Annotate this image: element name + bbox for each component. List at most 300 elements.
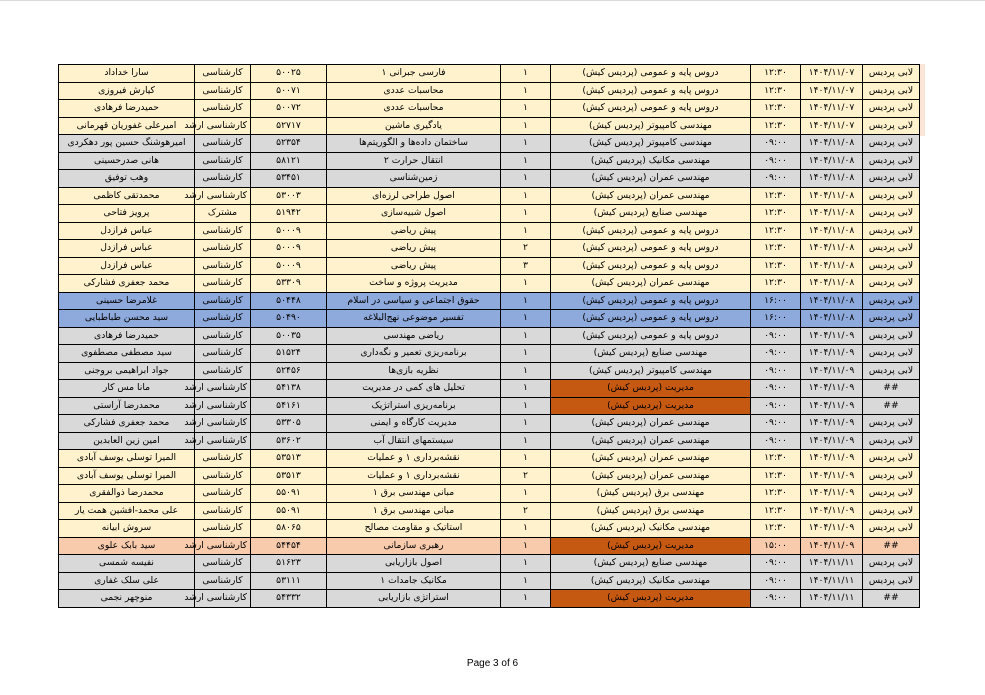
cell-code: ۵۱۶۲۳ <box>251 555 327 573</box>
cell-teacher: مانا مس کار <box>59 380 195 398</box>
cell-time: ۰۹:۰۰ <box>751 397 801 415</box>
cell-grp: ۱ <box>501 82 551 100</box>
cell-loc: لابی پردیس <box>863 520 920 538</box>
cell-code: ۵۳۴۵۱ <box>251 170 327 188</box>
cell-faculty: مدیریت (پردیس کیش) <box>551 397 751 415</box>
cell-course: استراتژی بازاریابی <box>327 590 501 608</box>
table-row <box>59 537 920 555</box>
cell-time: ۱۵:۰۰ <box>751 537 801 555</box>
cell-loc: لابی پردیس <box>863 310 920 328</box>
cell-grp: ۱ <box>501 415 551 433</box>
cell-code: ۵۸۰۶۵ <box>251 520 327 538</box>
cell-faculty: مدیریت (پردیس کیش) <box>551 590 751 608</box>
cell-date: ۱۴۰۴/۱۱/۰۹ <box>801 520 863 538</box>
cell-grp: ۱ <box>501 572 551 590</box>
cell-code: ۵۳۳۰۵ <box>251 415 327 433</box>
cell-date: ۱۴۰۴/۱۱/۰۷ <box>801 82 863 100</box>
cell-grp: ۱ <box>501 380 551 398</box>
cell-code: ۵۳۱۱۱ <box>251 572 327 590</box>
cell-loc: لابی پردیس <box>863 117 920 135</box>
cell-teacher: امین زین العابدین <box>59 432 195 450</box>
cell-teacher: سروش ابیانه <box>59 520 195 538</box>
cell-code: ۵۰۰۷۱ <box>251 82 327 100</box>
cell-code: ۵۳۶۰۲ <box>251 432 327 450</box>
cell-course: نقشه‌برداری ۱ و عملیات <box>327 467 501 485</box>
table-row <box>59 380 920 398</box>
cell-level: کارشناسی <box>195 82 251 100</box>
cell-teacher: عباس فرازدل <box>59 257 195 275</box>
cell-level: کارشناسی <box>195 170 251 188</box>
cell-loc: لابی پردیس <box>863 467 920 485</box>
cell-date: ۱۴۰۴/۱۱/۰۸ <box>801 205 863 223</box>
cell-grp: ۱ <box>501 117 551 135</box>
cell-faculty: مهندسی برق (پردیس کیش) <box>551 502 751 520</box>
cell-grp: ۱ <box>501 345 551 363</box>
cell-course: مدیریت کارگاه و ایمنی <box>327 415 501 433</box>
cell-date: ۱۴۰۴/۱۱/۰۷ <box>801 117 863 135</box>
cell-faculty: مهندسی صنایع (پردیس کیش) <box>551 205 751 223</box>
cell-faculty: دروس پایه و عمومی (پردیس کیش) <box>551 292 751 310</box>
cell-grp: ۱ <box>501 135 551 153</box>
cell-course: ریاضی مهندسی <box>327 327 501 345</box>
cell-course: مبانی مهندسی برق ۱ <box>327 485 501 503</box>
cell-loc: لابی پردیس <box>863 345 920 363</box>
cell-teacher: سید بابک علوی <box>59 537 195 555</box>
table-row <box>59 590 920 608</box>
cell-code: ۵۵۰۹۱ <box>251 502 327 520</box>
cell-course: مکانیک جامدات ۱ <box>327 572 501 590</box>
cell-grp: ۱ <box>501 590 551 608</box>
cell-date: ۱۴۰۴/۱۱/۰۹ <box>801 467 863 485</box>
cell-loc: لابی پردیس <box>863 572 920 590</box>
cell-grp: ۱ <box>501 170 551 188</box>
cell-faculty: مهندسی عمران (پردیس کیش) <box>551 187 751 205</box>
cell-time: ۰۹:۰۰ <box>751 380 801 398</box>
cell-faculty: دروس پایه و عمومی (پردیس کیش) <box>551 100 751 118</box>
cell-code: ۵۲۴۵۶ <box>251 362 327 380</box>
cell-date: ۱۴۰۴/۱۱/۰۸ <box>801 187 863 205</box>
cell-grp: ۱ <box>501 397 551 415</box>
cell-level: کارشناسی <box>195 100 251 118</box>
cell-time: ۱۲:۳۰ <box>751 82 801 100</box>
table-row <box>59 82 920 100</box>
table-row <box>59 327 920 345</box>
table-row <box>59 362 920 380</box>
table-row <box>59 275 920 293</box>
cell-teacher: کیارش فیروزی <box>59 82 195 100</box>
table-row <box>59 345 920 363</box>
table-row <box>59 415 920 433</box>
table-row <box>59 240 920 258</box>
cell-course: اصول طراحی لرزه‌ای <box>327 187 501 205</box>
cell-teacher: علی سلک غفاری <box>59 572 195 590</box>
cell-grp: ۱ <box>501 292 551 310</box>
cell-course: رهبری سازمانی <box>327 537 501 555</box>
cell-course: محاسبات عددی <box>327 82 501 100</box>
cell-teacher: حمیدرضا فرهادی <box>59 100 195 118</box>
cell-date: ۱۴۰۴/۱۱/۰۸ <box>801 135 863 153</box>
cell-level: کارشناسی <box>195 65 251 83</box>
cell-faculty: مهندسی کامپیوتر (پردیس کیش) <box>551 135 751 153</box>
cell-date: ۱۴۰۴/۱۱/۰۹ <box>801 380 863 398</box>
table-row <box>59 187 920 205</box>
cell-time: ۱۲:۳۰ <box>751 257 801 275</box>
table-row <box>59 117 920 135</box>
cell-loc: لابی پردیس <box>863 275 920 293</box>
cell-level: کارشناسی <box>195 152 251 170</box>
cell-level: کارشناسی ارشد <box>195 537 251 555</box>
cell-date: ۱۴۰۴/۱۱/۰۹ <box>801 397 863 415</box>
cell-course: تحلیل های کمی در مدیریت <box>327 380 501 398</box>
cell-code: ۵۲۷۱۷ <box>251 117 327 135</box>
cell-teacher: وهب توفیق <box>59 170 195 188</box>
cell-code: ۵۰۰۷۲ <box>251 100 327 118</box>
cell-grp: ۱ <box>501 205 551 223</box>
cell-grp: ۱ <box>501 327 551 345</box>
cell-grp: ۲ <box>501 502 551 520</box>
cell-teacher: پرویز فتاحی <box>59 205 195 223</box>
cell-code: ۵۰۰۳۵ <box>251 327 327 345</box>
cell-course: زمین‌شناسی <box>327 170 501 188</box>
cell-level: کارشناسی <box>195 520 251 538</box>
cell-level: کارشناسی <box>195 502 251 520</box>
cell-code: ۵۰۰۰۹ <box>251 257 327 275</box>
cell-faculty: مهندسی عمران (پردیس کیش) <box>551 415 751 433</box>
cell-level: کارشناسی ارشد <box>195 380 251 398</box>
cell-code: ۵۱۵۲۴ <box>251 345 327 363</box>
cell-time: ۱۲:۳۰ <box>751 450 801 468</box>
cell-course: نقشه‌برداری ۱ و عملیات <box>327 450 501 468</box>
cell-teacher: سید مصطفی مصطفوی <box>59 345 195 363</box>
cell-loc: لابی پردیس <box>863 432 920 450</box>
cell-time: ۰۹:۰۰ <box>751 170 801 188</box>
cell-level: کارشناسی <box>195 240 251 258</box>
cell-teacher: سید محسن طباطبایی <box>59 310 195 328</box>
cell-date: ۱۴۰۴/۱۱/۰۷ <box>801 65 863 83</box>
table-row <box>59 397 920 415</box>
cell-date: ۱۴۰۴/۱۱/۱۱ <box>801 590 863 608</box>
cell-date: ۱۴۰۴/۱۱/۰۹ <box>801 485 863 503</box>
table-row <box>59 310 920 328</box>
cell-teacher: سارا خداداد <box>59 65 195 83</box>
cell-code: ۵۰۰۰۹ <box>251 240 327 258</box>
cell-loc: لابی پردیس <box>863 362 920 380</box>
cell-code: ۵۳۰۰۳ <box>251 187 327 205</box>
cell-grp: ۱ <box>501 432 551 450</box>
cell-loc: ## <box>863 590 920 608</box>
cell-date: ۱۴۰۴/۱۱/۱۱ <box>801 572 863 590</box>
cell-level: کارشناسی ارشد <box>195 187 251 205</box>
cell-level: کارشناسی <box>195 345 251 363</box>
cell-loc: لابی پردیس <box>863 82 920 100</box>
cell-faculty: مدیریت (پردیس کیش) <box>551 537 751 555</box>
cell-faculty: مهندسی کامپیوتر (پردیس کیش) <box>551 117 751 135</box>
cell-time: ۰۹:۰۰ <box>751 345 801 363</box>
cell-grp: ۱ <box>501 275 551 293</box>
cell-loc: لابی پردیس <box>863 257 920 275</box>
cell-level: کارشناسی <box>195 485 251 503</box>
table-row <box>59 222 920 240</box>
cell-level: کارشناسی <box>195 222 251 240</box>
cell-code: ۵۳۵۱۳ <box>251 467 327 485</box>
cell-time: ۱۶:۰۰ <box>751 310 801 328</box>
cell-course: فارسی جبرانی ۱ <box>327 65 501 83</box>
cell-grp: ۱ <box>501 100 551 118</box>
cell-time: ۱۲:۳۰ <box>751 240 801 258</box>
cell-loc: ## <box>863 397 920 415</box>
cell-level: کارشناسی <box>195 275 251 293</box>
cell-loc: لابی پردیس <box>863 100 920 118</box>
cell-time: ۱۲:۳۰ <box>751 520 801 538</box>
cell-code: ۵۲۳۵۴ <box>251 135 327 153</box>
cell-level: کارشناسی ارشد <box>195 397 251 415</box>
cell-course: حقوق اجتماعی و سیاسی در اسلام <box>327 292 501 310</box>
cell-level: کارشناسی <box>195 257 251 275</box>
cell-faculty: مدیریت (پردیس کیش) <box>551 380 751 398</box>
cell-level: کارشناسی <box>195 450 251 468</box>
cell-level: کارشناسی <box>195 310 251 328</box>
table-row <box>59 100 920 118</box>
cell-faculty: مهندسی عمران (پردیس کیش) <box>551 450 751 468</box>
cell-date: ۱۴۰۴/۱۱/۰۹ <box>801 415 863 433</box>
cell-date: ۱۴۰۴/۱۱/۰۹ <box>801 537 863 555</box>
table-row <box>59 572 920 590</box>
page-top-rule <box>0 0 985 1</box>
cell-level: کارشناسی <box>195 467 251 485</box>
cell-code: ۵۴۴۵۴ <box>251 537 327 555</box>
cell-course: پیش ریاضی <box>327 222 501 240</box>
cell-course: تفسیر موضوعی نهج‌البلاغه <box>327 310 501 328</box>
cell-grp: ۱ <box>501 520 551 538</box>
cell-date: ۱۴۰۴/۱۱/۰۸ <box>801 170 863 188</box>
cell-level: کارشناسی ارشد <box>195 590 251 608</box>
table-row <box>59 555 920 573</box>
cell-loc: لابی پردیس <box>863 555 920 573</box>
cell-time: ۱۶:۰۰ <box>751 292 801 310</box>
table-row <box>59 450 920 468</box>
cell-faculty: دروس پایه و عمومی (پردیس کیش) <box>551 327 751 345</box>
cell-course: اصول شبیه‌سازی <box>327 205 501 223</box>
cell-date: ۱۴۰۴/۱۱/۰۹ <box>801 362 863 380</box>
cell-teacher: محمد جعفری فشارکی <box>59 275 195 293</box>
cell-level: کارشناسی <box>195 292 251 310</box>
cell-faculty: مهندسی عمران (پردیس کیش) <box>551 275 751 293</box>
cell-course: مدیریت پروژه و ساخت <box>327 275 501 293</box>
cell-faculty: دروس پایه و عمومی (پردیس کیش) <box>551 65 751 83</box>
cell-time: ۰۹:۰۰ <box>751 362 801 380</box>
cell-teacher: منوچهر نجمی <box>59 590 195 608</box>
cell-faculty: دروس پایه و عمومی (پردیس کیش) <box>551 240 751 258</box>
table-row <box>59 135 920 153</box>
cell-grp: ۱ <box>501 555 551 573</box>
cell-grp: ۱ <box>501 222 551 240</box>
cell-time: ۰۹:۰۰ <box>751 415 801 433</box>
cell-grp: ۱ <box>501 152 551 170</box>
cell-teacher: نفیسه شمسی <box>59 555 195 573</box>
cell-faculty: مهندسی عمران (پردیس کیش) <box>551 432 751 450</box>
cell-time: ۱۲:۳۰ <box>751 117 801 135</box>
cell-faculty: مهندسی مکانیک (پردیس کیش) <box>551 152 751 170</box>
cell-date: ۱۴۰۴/۱۱/۱۱ <box>801 555 863 573</box>
cell-faculty: مهندسی برق (پردیس کیش) <box>551 485 751 503</box>
table-row <box>59 292 920 310</box>
cell-time: ۱۲:۳۰ <box>751 100 801 118</box>
cell-time: ۱۲:۳۰ <box>751 485 801 503</box>
cell-code: ۵۴۱۳۸ <box>251 380 327 398</box>
table-row <box>59 170 920 188</box>
cell-grp: ۱ <box>501 362 551 380</box>
cell-loc: لابی پردیس <box>863 240 920 258</box>
cell-time: ۰۹:۰۰ <box>751 555 801 573</box>
cell-date: ۱۴۰۴/۱۱/۰۸ <box>801 310 863 328</box>
cell-loc: ## <box>863 380 920 398</box>
cell-date: ۱۴۰۴/۱۱/۰۸ <box>801 257 863 275</box>
cell-time: ۰۹:۰۰ <box>751 152 801 170</box>
cell-code: ۵۱۹۴۲ <box>251 205 327 223</box>
cell-date: ۱۴۰۴/۱۱/۰۹ <box>801 502 863 520</box>
cell-loc: لابی پردیس <box>863 152 920 170</box>
cell-code: ۵۰۰۰۹ <box>251 222 327 240</box>
cell-date: ۱۴۰۴/۱۱/۰۸ <box>801 240 863 258</box>
cell-teacher: محمد جعفری فشارکی <box>59 415 195 433</box>
cell-level: کارشناسی ارشد <box>195 415 251 433</box>
page-number: Page 3 of 6 <box>466 658 519 669</box>
cell-time: ۰۹:۰۰ <box>751 327 801 345</box>
cell-level: کارشناسی <box>195 362 251 380</box>
cell-grp: ۳ <box>501 257 551 275</box>
exam-schedule-table <box>58 64 920 608</box>
cell-level: کارشناسی <box>195 327 251 345</box>
cell-level: کارشناسی <box>195 572 251 590</box>
cell-loc: لابی پردیس <box>863 450 920 468</box>
cell-course: برنامه‌ریزی تعمیر و نگه‌داری <box>327 345 501 363</box>
cell-teacher: محمدتقی کاظمی <box>59 187 195 205</box>
cell-teacher: علی محمد-افشین همت یار <box>59 502 195 520</box>
cell-teacher: عباس فرازدل <box>59 240 195 258</box>
table-row <box>59 432 920 450</box>
cell-loc: لابی پردیس <box>863 485 920 503</box>
cell-faculty: مهندسی مکانیک (پردیس کیش) <box>551 572 751 590</box>
cell-time: ۱۲:۳۰ <box>751 65 801 83</box>
cell-loc: لابی پردیس <box>863 170 920 188</box>
cell-loc: لابی پردیس <box>863 222 920 240</box>
cell-grp: ۱ <box>501 310 551 328</box>
cell-faculty: مهندسی مکانیک (پردیس کیش) <box>551 520 751 538</box>
cell-loc: لابی پردیس <box>863 135 920 153</box>
cell-time: ۰۹:۰۰ <box>751 432 801 450</box>
cell-teacher: المیرا توسلی یوسف آبادی <box>59 450 195 468</box>
cell-code: ۵۸۱۲۱ <box>251 152 327 170</box>
cell-course: محاسبات عددی <box>327 100 501 118</box>
cell-faculty: مهندسی صنایع (پردیس کیش) <box>551 345 751 363</box>
cell-teacher: هانی صدرحسینی <box>59 152 195 170</box>
table-row <box>59 65 920 83</box>
cell-level: کارشناسی ارشد <box>195 432 251 450</box>
cell-teacher: امیرهوشنگ حسین پور دهکردی <box>59 135 195 153</box>
cell-code: ۵۵۰۹۱ <box>251 485 327 503</box>
cell-course: استاتیک و مقاومت مصالح <box>327 520 501 538</box>
cell-grp: ۱ <box>501 450 551 468</box>
cell-level: کارشناسی <box>195 135 251 153</box>
cell-level: کارشناسی <box>195 555 251 573</box>
cell-teacher: امیرعلی غفوریان قهرمانی <box>59 117 195 135</box>
cell-time: ۱۲:۳۰ <box>751 187 801 205</box>
cell-teacher: محمدرضا ذوالفقری <box>59 485 195 503</box>
cell-course: مبانی مهندسی برق ۱ <box>327 502 501 520</box>
cell-faculty: دروس پایه و عمومی (پردیس کیش) <box>551 82 751 100</box>
cell-code: ۵۳۳۰۹ <box>251 275 327 293</box>
cell-faculty: دروس پایه و عمومی (پردیس کیش) <box>551 310 751 328</box>
cell-loc: ## <box>863 537 920 555</box>
cell-loc: لابی پردیس <box>863 292 920 310</box>
cell-date: ۱۴۰۴/۱۱/۰۷ <box>801 100 863 118</box>
cell-course: برنامه‌ریزی استراتژیک <box>327 397 501 415</box>
cell-course: ساختمان داده‌ها و الگوریتم‌ها <box>327 135 501 153</box>
cell-level: کارشناسی ارشد <box>195 117 251 135</box>
cell-loc: لابی پردیس <box>863 327 920 345</box>
cell-faculty: مهندسی صنایع (پردیس کیش) <box>551 555 751 573</box>
cell-grp: ۱ <box>501 187 551 205</box>
cell-date: ۱۴۰۴/۱۱/۰۹ <box>801 432 863 450</box>
cell-teacher: عباس فرازدل <box>59 222 195 240</box>
cell-teacher: غلامرضا حسینی <box>59 292 195 310</box>
cell-time: ۰۹:۰۰ <box>751 135 801 153</box>
cell-date: ۱۴۰۴/۱۱/۰۸ <box>801 275 863 293</box>
cell-time: ۰۹:۰۰ <box>751 572 801 590</box>
cell-course: یادگیری ماشین <box>327 117 501 135</box>
cell-code: ۵۰۰۲۵ <box>251 65 327 83</box>
cell-faculty: مهندسی کامپیوتر (پردیس کیش) <box>551 362 751 380</box>
cell-faculty: دروس پایه و عمومی (پردیس کیش) <box>551 257 751 275</box>
cell-time: ۱۲:۳۰ <box>751 205 801 223</box>
cell-course: سیستمهای انتقال آب <box>327 432 501 450</box>
cell-loc: لابی پردیس <box>863 415 920 433</box>
cell-code: ۵۰۴۴۸ <box>251 292 327 310</box>
cell-date: ۱۴۰۴/۱۱/۰۸ <box>801 152 863 170</box>
cell-date: ۱۴۰۴/۱۱/۰۸ <box>801 222 863 240</box>
table-row <box>59 485 920 503</box>
cell-loc: لابی پردیس <box>863 187 920 205</box>
cell-time: ۱۲:۳۰ <box>751 275 801 293</box>
cell-course: پیش ریاضی <box>327 240 501 258</box>
cell-grp: ۲ <box>501 240 551 258</box>
cell-loc: لابی پردیس <box>863 65 920 83</box>
cell-grp: ۲ <box>501 467 551 485</box>
cell-faculty: مهندسی عمران (پردیس کیش) <box>551 467 751 485</box>
cell-teacher: المیرا توسلی یوسف آبادی <box>59 467 195 485</box>
table-row <box>59 205 920 223</box>
table-row <box>59 502 920 520</box>
cell-time: ۱۲:۳۰ <box>751 467 801 485</box>
cell-grp: ۱ <box>501 537 551 555</box>
cell-time: ۱۲:۳۰ <box>751 222 801 240</box>
cell-course: پیش ریاضی <box>327 257 501 275</box>
cell-date: ۱۴۰۴/۱۱/۰۹ <box>801 345 863 363</box>
cell-code: ۵۴۳۳۲ <box>251 590 327 608</box>
cell-course: اصول بازاریابی <box>327 555 501 573</box>
cell-date: ۱۴۰۴/۱۱/۰۹ <box>801 450 863 468</box>
table-row <box>59 152 920 170</box>
cell-loc: لابی پردیس <box>863 502 920 520</box>
cell-time: ۱۲:۳۰ <box>751 502 801 520</box>
cell-course: انتقال حرارت ۲ <box>327 152 501 170</box>
cell-date: ۱۴۰۴/۱۱/۰۹ <box>801 327 863 345</box>
cell-code: ۵۳۵۱۳ <box>251 450 327 468</box>
cell-teacher: محمدرضا آراستی <box>59 397 195 415</box>
table-row <box>59 257 920 275</box>
cell-level: مشترک <box>195 205 251 223</box>
cell-grp: ۱ <box>501 485 551 503</box>
